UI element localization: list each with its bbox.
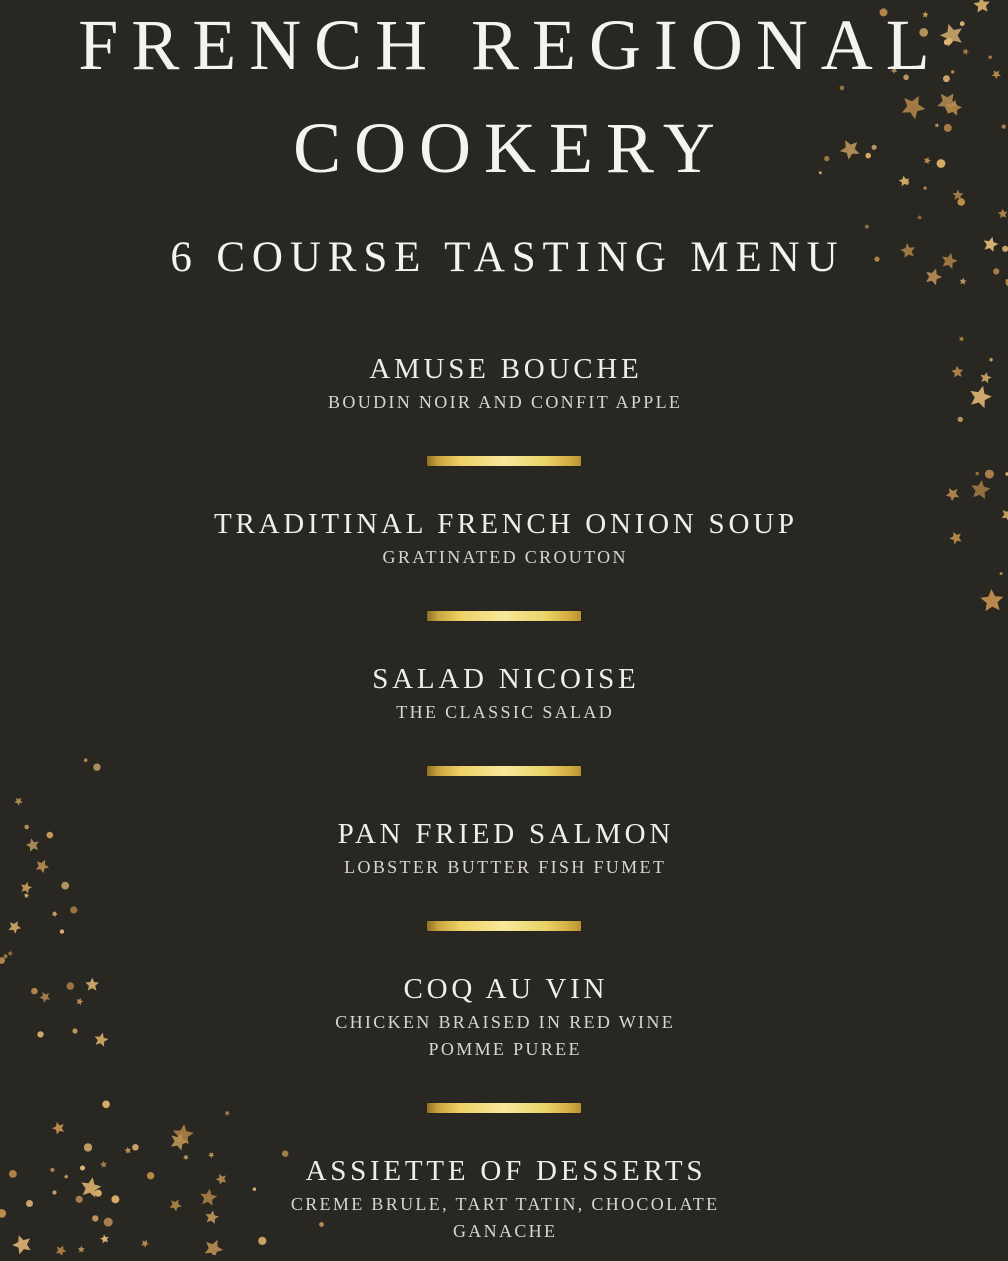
star-icon: [56, 1246, 67, 1256]
course-detail-line: CHICKEN BRAISED IN RED WINE: [335, 1011, 676, 1032]
course-detail-line: CREME BRULE, TART TATIN, CHOCOLATE: [290, 1193, 720, 1214]
course-detail-line: THE CLASSIC SALAD: [396, 701, 615, 722]
gold-divider: [427, 766, 581, 776]
menu-title-line1: FRENCH REGIONAL: [78, 5, 943, 85]
course-item: [0, 661, 1008, 726]
menu-header: [0, 0, 1008, 279]
gold-divider: [427, 611, 581, 621]
menu-title-line2: COOKERY: [293, 107, 728, 188]
course-name: ASSIETTE OF DESSERTS: [305, 1154, 707, 1187]
star-icon: [78, 1246, 85, 1253]
course-detail-line: GANACHE: [452, 1220, 558, 1241]
course-name: AMUSE BOUCHE: [369, 352, 643, 385]
gold-divider: [427, 1103, 581, 1113]
course-list: [0, 351, 1008, 1245]
course-item: [0, 1153, 1008, 1245]
course-detail-line: POMME PUREE: [428, 1038, 582, 1059]
gold-divider: [427, 456, 581, 466]
course-name: TRADITINAL FRENCH ONION SOUP: [213, 507, 798, 540]
course-detail-line: LOBSTER BUTTER FISH FUMET: [344, 856, 667, 877]
course-name: COQ AU VIN: [403, 972, 609, 1005]
course-name: SALAD NICOISE: [372, 662, 640, 695]
course-name: PAN FRIED SALMON: [337, 817, 675, 850]
course-item: [0, 971, 1008, 1063]
course-item: [0, 506, 1008, 571]
course-detail-line: BOUDIN NOIR AND CONFIT APPLE: [328, 391, 683, 412]
menu-title: [0, 0, 1008, 200]
gold-divider: [427, 921, 581, 931]
course-item: [0, 816, 1008, 881]
menu-subtitle: 6 COURSE TASTING MENU: [170, 233, 845, 281]
course-detail-line: GRATINATED CROUTON: [382, 546, 628, 567]
course-item: [0, 351, 1008, 416]
